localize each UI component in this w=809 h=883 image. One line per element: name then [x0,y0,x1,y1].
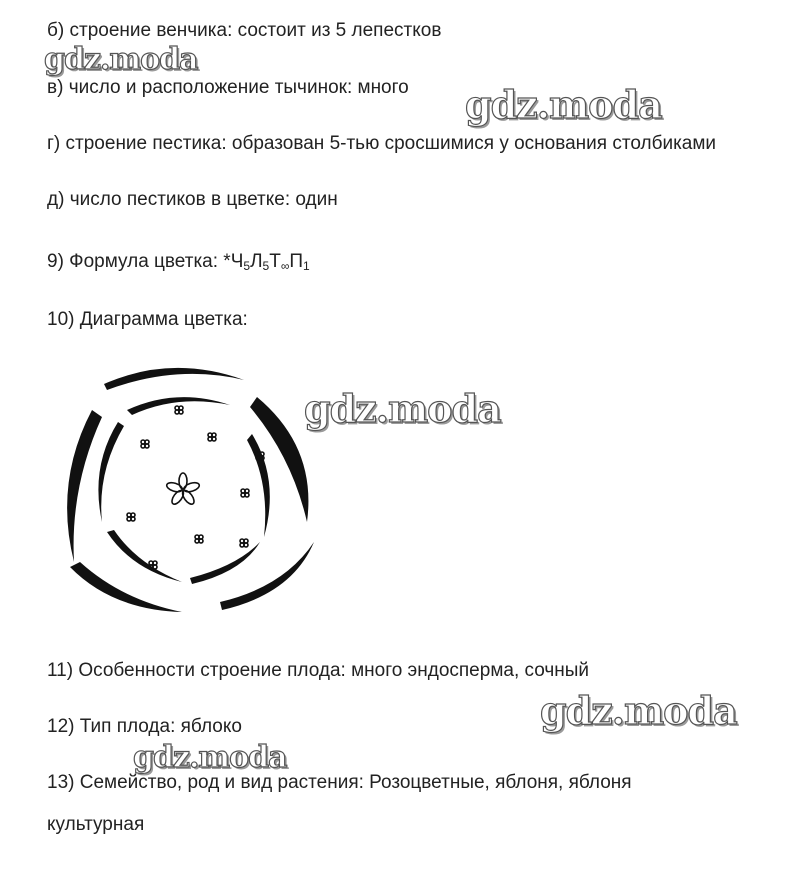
line-pistil-count: д) число пестиков в цветке: один [47,189,338,210]
watermark: gdz.moda [304,386,501,431]
formula-stamens: $Т_\infty$ [269,251,290,273]
line-fruit-features: 11) Особенности строение плода: много эндосперма, сочный [47,660,590,681]
line-formula [47,251,310,277]
line-pistil: г) строение пестика: образован 5-тью сросшимися у основания столбиками [47,133,717,154]
watermark: gdz.moda [540,688,737,733]
stamen [175,406,183,414]
petal-right [247,434,270,537]
sepal-left [67,410,102,562]
stamen [127,513,135,521]
line-diagram-title: 10) Диаграмма цветка: [47,309,248,330]
line-stamens: в) число и расположение тычинок: много [47,77,409,98]
sepal-bottom-right [220,542,314,610]
petal-bottom-right [190,542,260,584]
flower-diagram [52,362,322,617]
stamen [240,539,248,547]
stamen [241,489,249,497]
line-corolla: б) строение венчика: состоит из 5 лепестков [47,20,442,41]
watermark: gdz.moda [133,740,287,775]
watermark: gdz.moda [44,42,198,77]
watermark: gdz.moda [465,82,662,127]
formula-calyx: $Ч_5$ [230,251,251,273]
line-fruit-type: 12) Тип плода: яблоко [47,716,242,737]
line-family-1: 13) Семейство, род и вид растения: Розоцветные, яблоня, яблоня [47,772,632,793]
stamen [141,440,149,448]
stamen [208,433,216,441]
sepal-bottom-left [70,562,182,612]
outer-sepal-ring [67,368,314,612]
formula-pistil: $П_1$ [289,251,310,273]
formula-prefix: 9) Формула цветка: * [47,251,231,272]
stamen [195,535,203,543]
formula-corolla: $Л_5$ [250,251,270,273]
pistil [166,473,201,506]
sepal-top [104,368,244,390]
stamens [127,406,264,569]
petal-left [98,422,124,522]
petal-bottom-left [107,530,182,582]
line-family-2: культурная [47,814,145,835]
